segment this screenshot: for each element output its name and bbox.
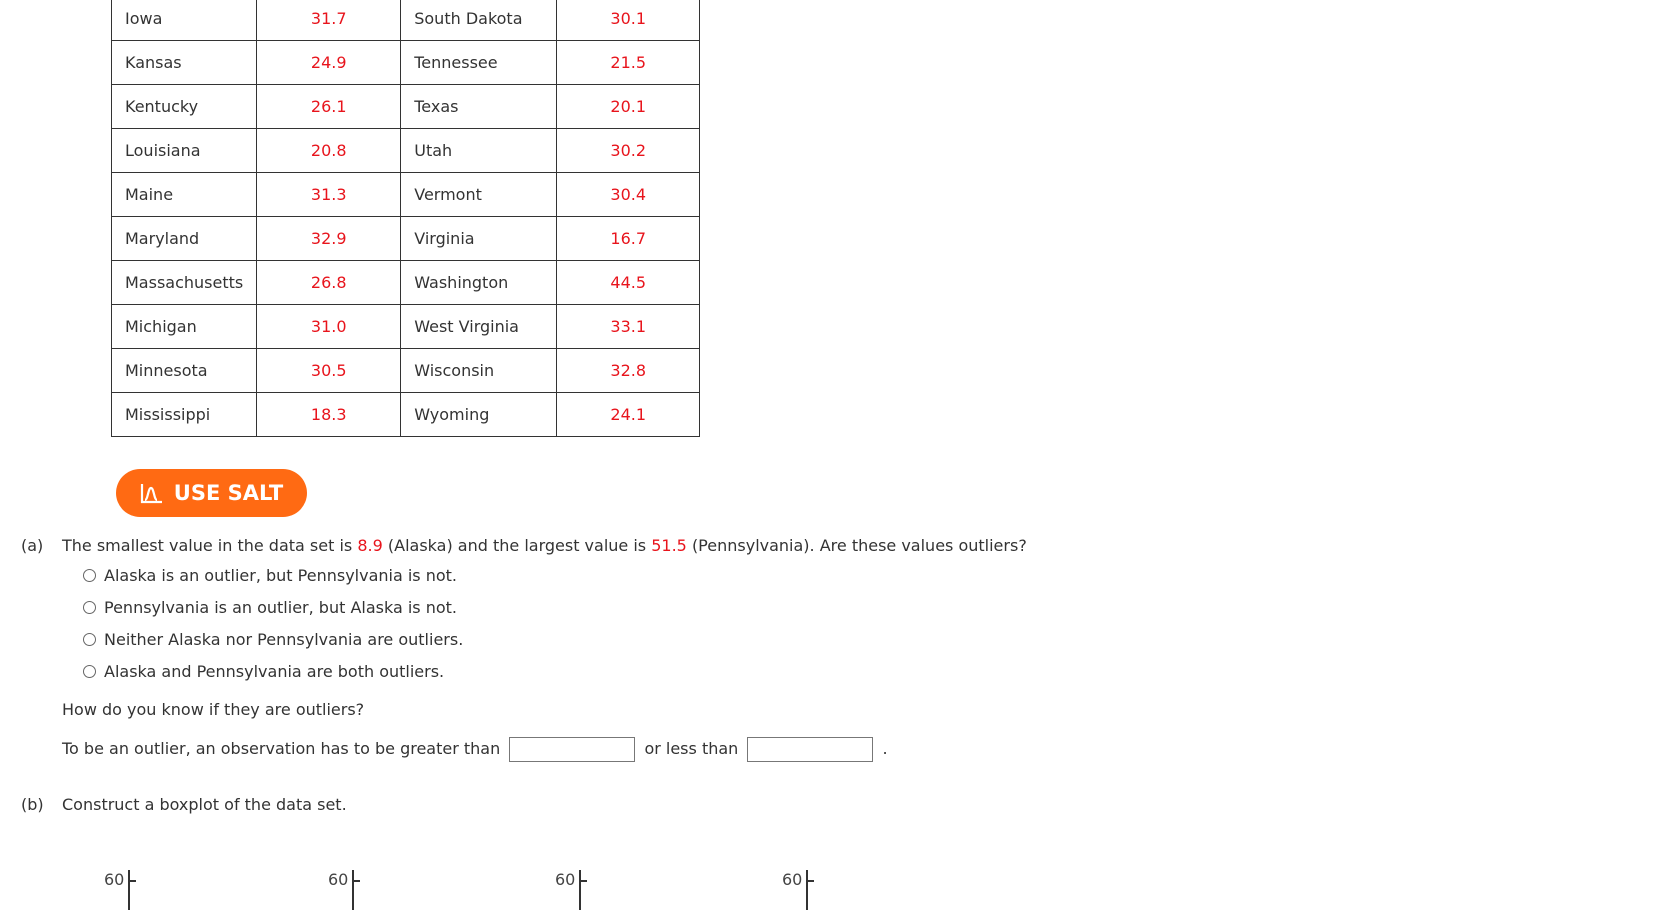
value-cell: 31.7 (257, 0, 401, 41)
value-cell: 18.3 (257, 393, 401, 437)
axis-label: 60 (782, 870, 803, 889)
followup-question: How do you know if they are outliers? (62, 700, 365, 719)
value-cell: 31.0 (257, 305, 401, 349)
state-cell: Virginia (401, 217, 557, 261)
value-cell: 16.7 (557, 217, 700, 261)
radio-button[interactable] (83, 569, 96, 582)
state-cell: Kansas (112, 41, 257, 85)
state-cell: South Dakota (401, 0, 557, 41)
table-row (112, 261, 700, 305)
part-b-label: (b) (21, 795, 44, 814)
table-row (112, 129, 700, 173)
part-b-text: Construct a boxplot of the data set. (62, 795, 347, 814)
state-cell: Massachusetts (112, 261, 257, 305)
axis-line (128, 870, 130, 910)
option-pennsylvania-outlier[interactable]: Pennsylvania is an outlier, but Alaska is not. (83, 598, 457, 617)
table-row (112, 349, 700, 393)
state-cell: Texas (401, 85, 557, 129)
axis-label: 60 (555, 870, 576, 889)
value-cell: 20.8 (257, 129, 401, 173)
axis-line (352, 870, 354, 910)
value-cell: 33.1 (557, 305, 700, 349)
option-neither-outlier[interactable]: Neither Alaska nor Pennsylvania are outliers. (83, 630, 463, 649)
state-cell: Wisconsin (401, 349, 557, 393)
state-cell: Wyoming (401, 393, 557, 437)
axis-tick (128, 880, 136, 882)
state-cell: Washington (401, 261, 557, 305)
axis-tick (806, 880, 814, 882)
boxplot-axis-2[interactable] (328, 862, 368, 902)
axis-line (579, 870, 581, 910)
value-cell: 20.1 (557, 85, 700, 129)
radio-button[interactable] (83, 601, 96, 614)
min-value: 8.9 (357, 536, 383, 555)
value-cell: 32.9 (257, 217, 401, 261)
boxplot-axis-1[interactable] (104, 862, 144, 902)
table-row (112, 393, 700, 437)
option-alaska-outlier[interactable]: Alaska is an outlier, but Pennsylvania is not. (83, 566, 457, 585)
less-than-input[interactable] (747, 737, 873, 762)
use-salt-label: USE SALT (173, 481, 284, 505)
value-cell: 26.8 (257, 261, 401, 305)
chart-icon (140, 482, 164, 504)
axis-label: 60 (104, 870, 125, 889)
boxplot-axis-3[interactable] (555, 862, 595, 902)
state-cell: Iowa (112, 0, 257, 41)
table-row (112, 41, 700, 85)
state-cell: Louisiana (112, 129, 257, 173)
table-row (112, 173, 700, 217)
value-cell: 32.8 (557, 349, 700, 393)
state-cell: West Virginia (401, 305, 557, 349)
data-table (111, 0, 700, 437)
radio-button[interactable] (83, 665, 96, 678)
state-cell: Maryland (112, 217, 257, 261)
state-cell: Minnesota (112, 349, 257, 393)
part-a-label: (a) (21, 536, 44, 555)
axis-tick (579, 880, 587, 882)
axis-line (806, 870, 808, 910)
radio-button[interactable] (83, 633, 96, 646)
table-row (112, 85, 700, 129)
axis-label: 60 (328, 870, 349, 889)
value-cell: 30.5 (257, 349, 401, 393)
option-both-outliers[interactable]: Alaska and Pennsylvania are both outliers. (83, 662, 444, 681)
state-cell: Maine (112, 173, 257, 217)
state-cell: Michigan (112, 305, 257, 349)
state-cell: Tennessee (401, 41, 557, 85)
table-row (112, 217, 700, 261)
value-cell: 24.1 (557, 393, 700, 437)
value-cell: 30.1 (557, 0, 700, 41)
max-value: 51.5 (651, 536, 687, 555)
value-cell: 30.4 (557, 173, 700, 217)
part-a-question: The smallest value in the data set is 8.9 (Alaska) and the largest value is 51.5 (Pennsylvania). Are these values outliers? (62, 536, 1027, 555)
use-salt-button[interactable] (116, 469, 307, 517)
state-cell: Vermont (401, 173, 557, 217)
greater-than-input[interactable] (509, 737, 635, 762)
axis-tick (352, 880, 360, 882)
state-cell: Mississippi (112, 393, 257, 437)
table-row (112, 305, 700, 349)
value-cell: 30.2 (557, 129, 700, 173)
value-cell: 44.5 (557, 261, 700, 305)
outlier-rule: To be an outlier, an observation has to be greater than or less than . (62, 737, 888, 762)
state-cell: Kentucky (112, 85, 257, 129)
value-cell: 24.9 (257, 41, 401, 85)
boxplot-axis-4[interactable] (782, 862, 822, 902)
table-row (112, 0, 700, 41)
value-cell: 21.5 (557, 41, 700, 85)
value-cell: 31.3 (257, 173, 401, 217)
state-cell: Utah (401, 129, 557, 173)
value-cell: 26.1 (257, 85, 401, 129)
